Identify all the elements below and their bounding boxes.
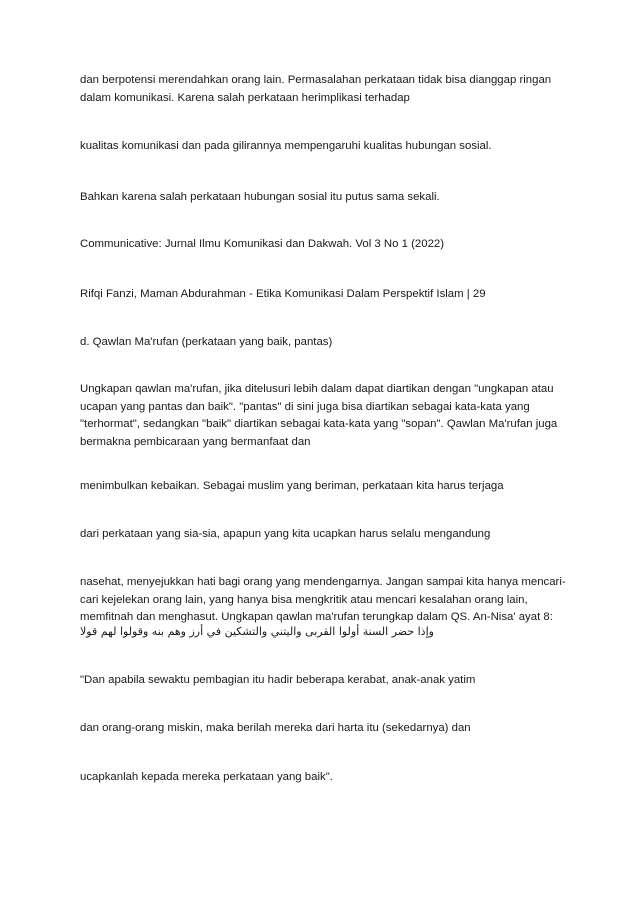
journal-citation: Communicative: Jurnal Ilmu Komunikasi dan Dakwah. Vol 3 No 1 (2022) (80, 238, 445, 250)
paragraph-vain-speech: dari perkataan yang sia-sia, apapun yang kita ucapkan harus selalu mengandung (80, 528, 491, 540)
paragraph-communication-quality: kualitas komunikasi dan pada gilirannya mempengaruhi kualitas hubungan sosial. (80, 140, 492, 152)
paragraph-kindness: menimbulkan kebaikan. Sebagai muslim yang beriman, perkataan kita harus terjaga (80, 480, 504, 492)
paragraph-advice: nasehat, menyejukkan hati bagi orang yang mendengarnya. Jangan sampai kita hanya mencari-cari kejelekan orang lain, yang hanya bisa mengkritik atau mencari kesalahan orang lain, memfitnah dan menghasut. Ungkapan qawlan ma'rufan terungkap dalam QS. An-Nisa' ayat 8: (80, 576, 566, 623)
translation-line-2: dan orang-orang miskin, maka berilah mereka dari harta itu (sekedarnya) dan (80, 722, 471, 734)
translation-line-1: "Dan apabila sewaktu pembagian itu hadir beberapa kerabat, anak-anak yatim (80, 674, 476, 686)
paragraph-social-relations: Bahkan karena salah perkataan hubungan sosial itu putus sama sekali. (80, 191, 440, 203)
translation-line-3: ucapkanlah kepada mereka perkataan yang baik". (80, 771, 333, 783)
arabic-verse: وإذا حضر السنة أولوا القربى واليتني والتشكين في أرز وهم بنه وقولوا لهم قولا (80, 625, 434, 638)
running-header: Rifqi Fanzi, Maman Abdurahman - Etika Komunikasi Dalam Perspektif Islam | 29 (80, 288, 486, 300)
paragraph-definition: Ungkapan qawlan ma'rufan, jika ditelusuri lebih dalam dapat diartikan dengan "ungkapan atau ucapan yang pantas dan baik". "pantas" di sini juga bisa diartikan sebagai kata-kata yang "terhormat", sedangkan "baik" diartikan sebagai kata-kata yang "sopan". Qawlan Ma'rufan juga bermakna pembicaraan yang bermanfaat dan (80, 383, 558, 448)
paragraph-intro: dan berpotensi merendahkan orang lain. Permasalahan perkataan tidak bisa dianggap ringan dalam komunikasi. Karena salah perkataan herimplikasi terhadap (80, 74, 552, 104)
section-heading: d. Qawlan Ma'rufan (perkataan yang baik, pantas) (80, 336, 333, 348)
